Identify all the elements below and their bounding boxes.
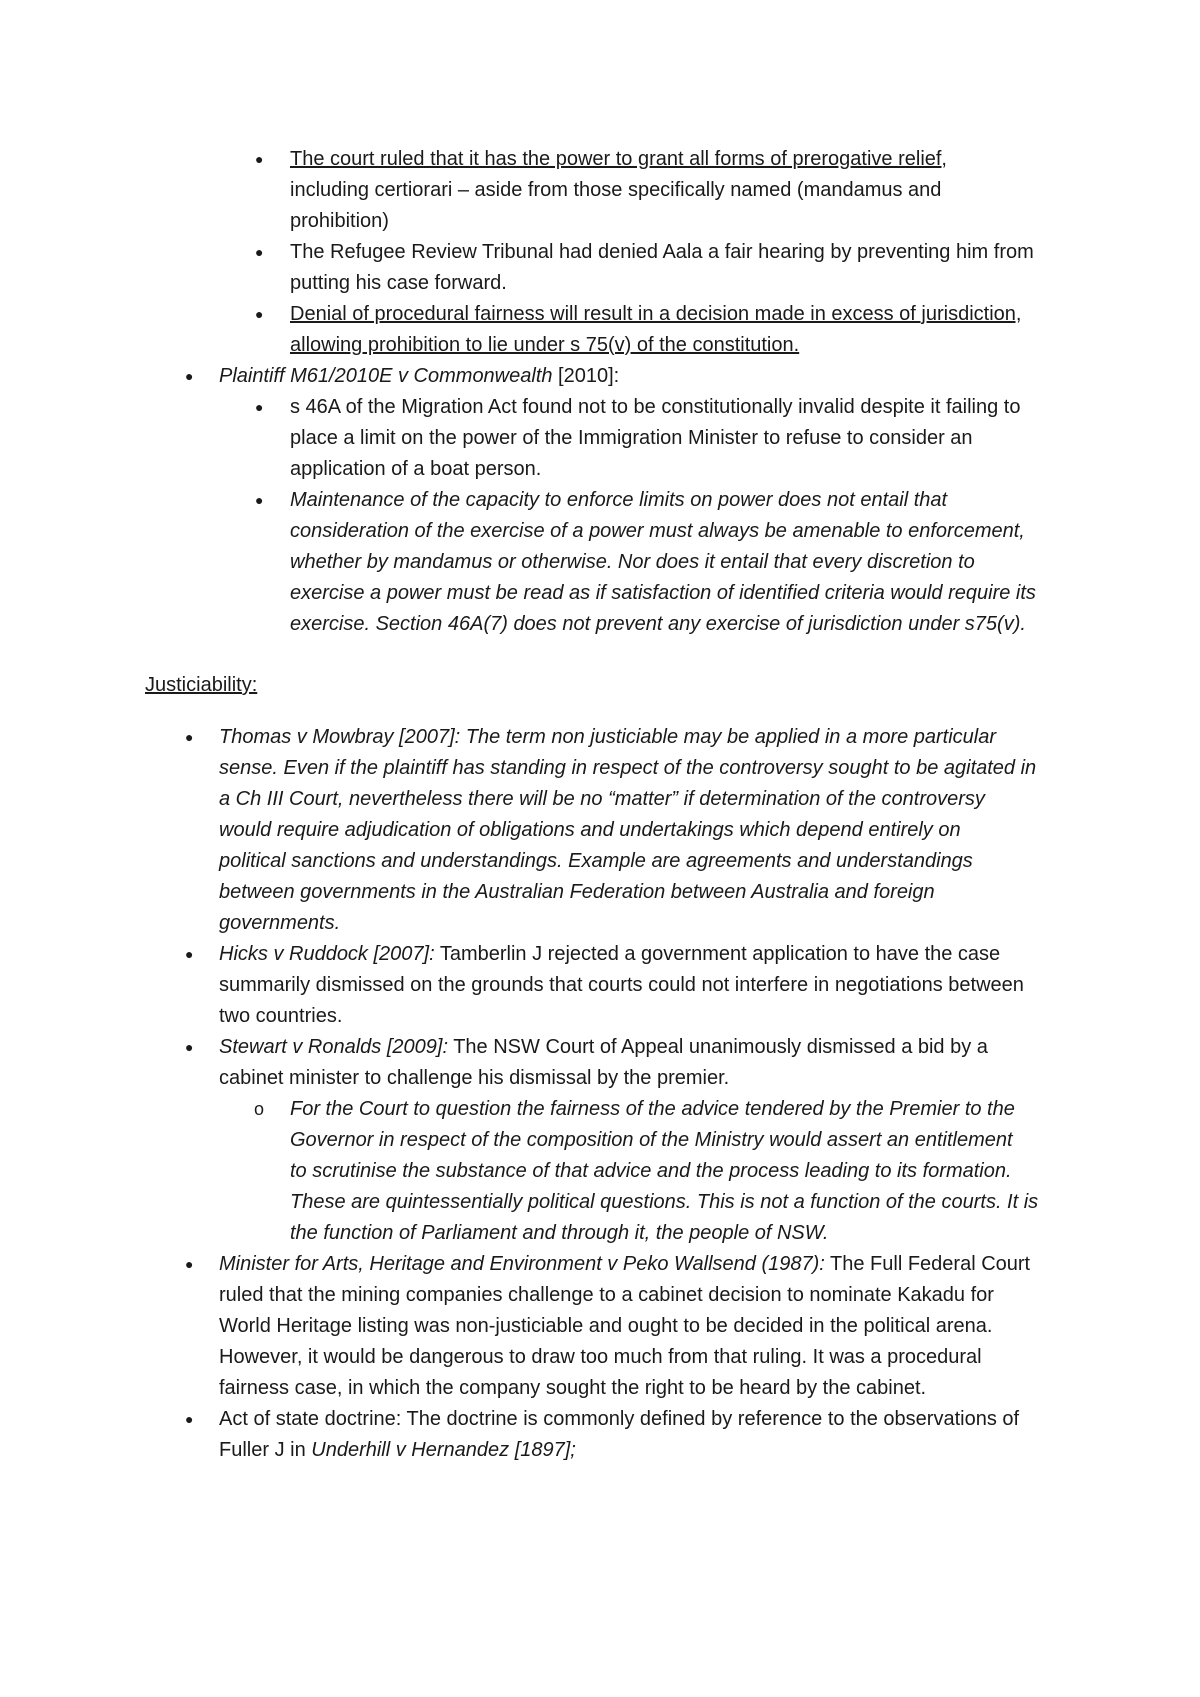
case-name: Underhill v Hernandez [1897]; — [311, 1439, 576, 1461]
bullet-icon: ● — [185, 1256, 194, 1272]
section-heading: Justiciability: — [145, 674, 258, 696]
text-line — [219, 1249, 1030, 1280]
text-line: Denial of procedural fairness will result in a decision made in excess of jurisdiction, — [290, 303, 1022, 325]
case-year: [2010]: — [552, 365, 620, 387]
bullet-icon: ● — [185, 946, 194, 962]
bullet-icon: ● — [185, 368, 194, 384]
text-line: fairness case, in which the company sought the right to be heard by the cabinet. — [219, 1377, 927, 1399]
text-line: political sanctions and understandings. Example are agreements and understandings — [219, 850, 973, 872]
text-line: ruled that the mining companies challenge to a cabinet decision to nominate Kakadu for — [219, 1284, 994, 1306]
text-line: prohibition) — [290, 210, 389, 232]
text-line: two countries. — [219, 1005, 343, 1027]
text-line: consideration of the exercise of a power must always be amenable to enforcement, — [290, 520, 1025, 542]
text-line: cabinet minister to challenge his dismissal by the premier. — [219, 1067, 730, 1089]
text-line: Act of state doctrine: The doctrine is commonly defined by reference to the observations of — [219, 1408, 1020, 1430]
case-name: Hicks v Ruddock [2007]: — [219, 943, 435, 965]
text-line: These are quintessentially political questions. This is not a function of the courts. It is — [290, 1191, 1039, 1213]
text-line: application of a boat person. — [290, 458, 542, 480]
text-line: between governments in the Australian Federation between Australia and foreign — [219, 881, 935, 903]
text-line: summarily dismissed on the grounds that courts could not interfere in negotiations between — [219, 974, 1024, 996]
bullet-icon: ● — [185, 1039, 194, 1055]
text-line: World Heritage listing was non-justiciable and ought to be decided in the political arena. — [219, 1315, 993, 1337]
text-line: exercise a power must be read as if satisfaction of identified criteria would require its — [290, 582, 1036, 604]
text-line: a Ch III Court, nevertheless there will be no “matter” if determination of the controversy — [219, 788, 985, 810]
case-text: The NSW Court of Appeal unanimously dismissed a bid by a — [448, 1036, 988, 1058]
text-line: For the Court to question the fairness of the advice tendered by the Premier to the — [290, 1098, 1015, 1120]
text-line: the function of Parliament and through it, the people of NSW. — [290, 1222, 829, 1244]
bullet-icon: ● — [255, 399, 264, 415]
bullet-icon: ● — [185, 1411, 194, 1427]
text-line: whether by mandamus or otherwise. Nor does it entail that every discretion to — [290, 551, 975, 573]
text-line: The court ruled that it has the power to grant all forms of prerogative relief, — [290, 148, 947, 170]
text-line: Maintenance of the capacity to enforce limits on power does not entail that — [290, 489, 948, 511]
text-line: allowing prohibition to lie under s 75(v) of the constitution. — [290, 334, 800, 356]
case-text: Tamberlin J rejected a government application to have the case — [434, 943, 1001, 965]
bullet-icon: ● — [255, 151, 264, 167]
text-line: exercise. Section 46A(7) does not prevent any exercise of jurisdiction under s75(v). — [290, 613, 1026, 635]
text-line — [219, 1032, 988, 1063]
bullet-icon: ● — [255, 492, 264, 508]
text-line: Governor in respect of the composition of the Ministry would assert an entitlement — [290, 1129, 1013, 1151]
case-name: Stewart v Ronalds [2009]: — [219, 1036, 449, 1058]
text-line: sense. Even if the plaintiff has standing in respect of the controversy sought to be agitated in — [219, 757, 1037, 779]
text-line: including certiorari – aside from those specifically named (mandamus and — [290, 179, 942, 201]
case-name: Minister for Arts, Heritage and Environment v Peko Wallsend (1987): — [219, 1253, 825, 1275]
text-line — [219, 1435, 576, 1466]
text-line: would require adjudication of obligations and undertakings which depend entirely on — [219, 819, 961, 841]
text-line: However, it would be dangerous to draw too much from that ruling. It was a procedural — [219, 1346, 982, 1368]
bullet-icon: ● — [255, 244, 264, 260]
bullet-icon: ● — [185, 729, 194, 745]
case-text: The Full Federal Court — [824, 1253, 1031, 1275]
text-line: putting his case forward. — [290, 272, 507, 294]
text-line: governments. — [219, 912, 341, 934]
bullet-icon: ● — [255, 306, 264, 322]
case-heading — [219, 361, 619, 392]
case-name: Plaintiff M61/2010E v Commonwealth — [219, 365, 553, 387]
sub-bullet-icon: o — [254, 1099, 265, 1119]
text-line: to scrutinise the substance of that advice and the process leading to its formation. — [290, 1160, 1012, 1182]
text-line: s 46A of the Migration Act found not to be constitutionally invalid despite it failing to — [290, 396, 1021, 418]
text-line: The Refugee Review Tribunal had denied Aala a fair hearing by preventing him from — [290, 241, 1034, 263]
case-text: Fuller J in — [219, 1439, 312, 1461]
text-line — [219, 939, 1000, 970]
text-line: Thomas v Mowbray [2007]: The term non justiciable may be applied in a more particular — [219, 726, 997, 748]
text-line: place a limit on the power of the Immigration Minister to refuse to consider an — [290, 427, 973, 449]
